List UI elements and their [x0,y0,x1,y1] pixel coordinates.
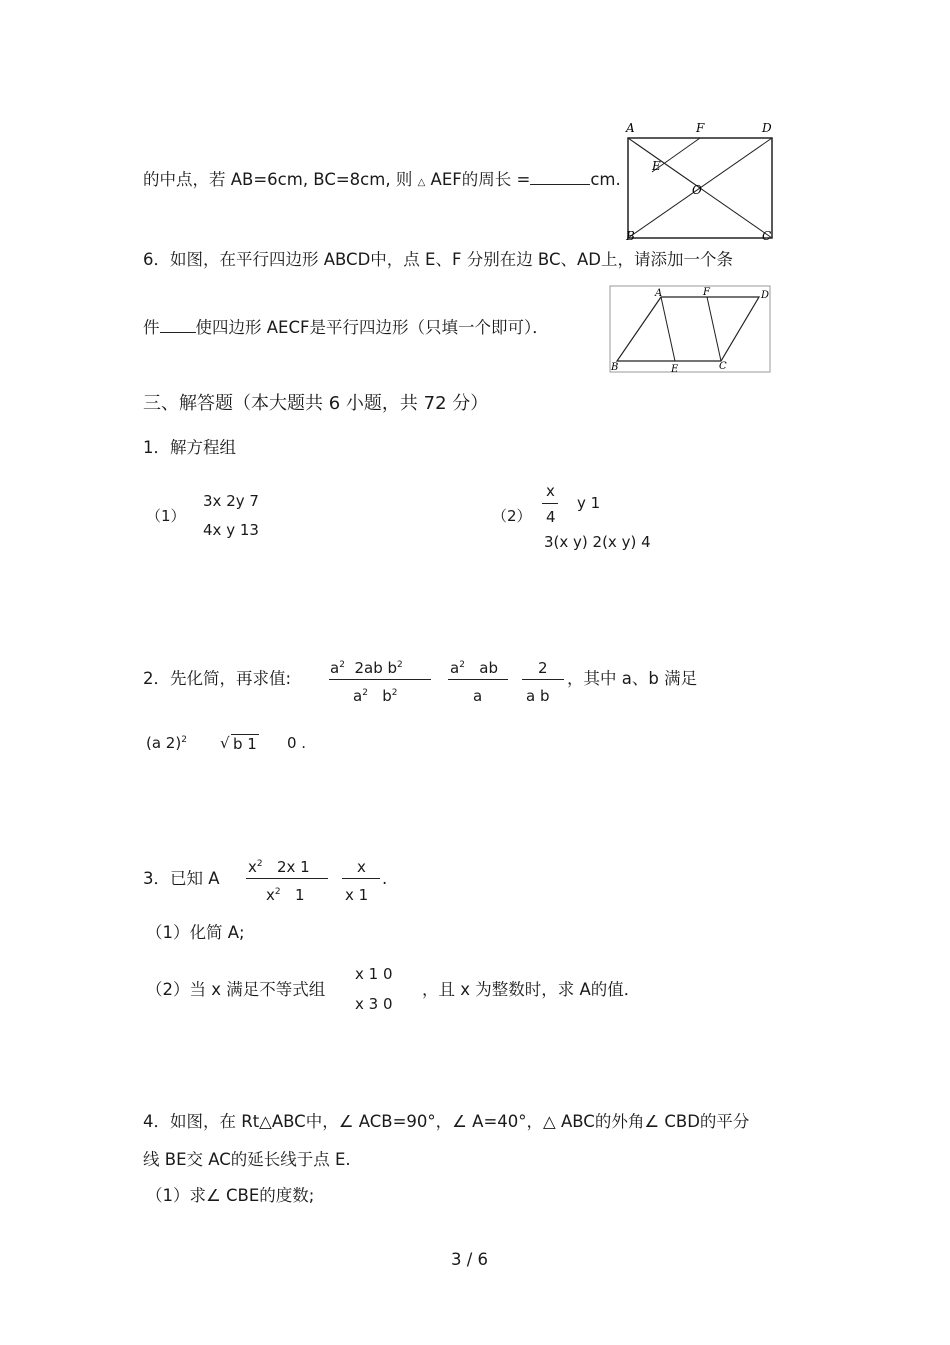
fraction-bar [522,679,564,680]
label-B: B [611,362,619,373]
p3-f2-den: x 1 [345,886,369,904]
parallelogram-figure [609,285,774,375]
q6-line2b: 使四边形 AECF是平行四边形（只填一个即可）． [195,318,549,337]
p2-cond: (a 2)$^2$ [146,734,187,752]
p1-s2-eq2: 3(x y) 2(x y) 4 [544,533,651,551]
p3-end: . [382,869,388,888]
p2-cond-end: 0 . [287,734,307,752]
label-A: A [655,288,663,299]
q6-line1: 6．如图，在平行四边形 ABCD中，点 E、F 分别在边 BC、AD上，请添加一个条 [143,250,733,269]
answer-blank [530,184,590,185]
label-O: O [692,183,702,197]
p3-ineq1: x 1 0 [355,965,393,983]
p2-tail: ，其中 a、b 满足 [567,669,698,688]
triangle-icon: △ [417,177,426,188]
label-F: F [696,121,705,135]
label-B: B [626,229,635,242]
p2-f3-den: a b [526,687,550,705]
p3-f1-den: $x^2$ 1 [266,886,305,904]
label-F: F [703,287,710,298]
p4-sub1: （1）求∠ CBE的度数; [146,1186,315,1205]
fraction-bar [246,878,328,879]
fraction-bar [542,503,558,504]
q5-unit: cm. [590,170,621,189]
answer-blank [160,332,196,333]
q5-text2: AEF的周长 = [430,170,531,189]
page-number: 3 / 6 [451,1250,489,1269]
p3-label: 3．已知 A [143,869,220,888]
p3-sub1: （1）化简 A; [146,923,245,942]
fraction-bar [329,679,431,680]
q6-line2 [143,318,549,338]
p3-sub2a: （2）当 x 满足不等式组 [146,980,326,999]
p2-cond-root: b 1 [233,735,257,753]
label-D: D [761,290,770,301]
p3-f1-num: $x^2$ 2x 1 [248,858,310,876]
p1-title: 1．解方程组 [143,438,236,457]
label-C: C [762,229,772,242]
p1-s1-eq2: 4x y 13 [203,521,259,539]
p2-f3-num: 2 [538,659,548,677]
q5-tail-text [143,170,621,193]
p3-sub2b: ，且 x 为整数时，求 A的值． [422,980,641,999]
q5-text: 的中点，若 AB=6cm, BC=8cm, 则 [143,170,413,189]
p3-f2-num: x [357,858,366,876]
section-heading: 三、解答题（本大题共 6 小题，共 72 分） [143,393,489,414]
label-E: E [671,364,679,375]
p2-f2-num: $a^2$ ab [450,659,498,677]
rectangle-figure [612,120,782,242]
sqrt-icon: √ [220,734,230,752]
p2-f1-den: $a^2$ $b^2$ [353,687,398,705]
label-A: A [626,121,635,135]
fraction-bar [448,679,508,680]
p2-label: 2．先化简，再求值: [143,669,292,688]
p1-s1-eq1: 3x 2y 7 [203,492,259,510]
label-E: E [652,159,661,173]
label-D: D [762,121,772,135]
p1-s2-rest: y 1 [577,494,601,512]
p1-s2-num: x [546,482,555,500]
label-C: C [719,361,727,372]
q6-line2a: 件 [143,318,160,337]
fraction-bar [342,878,380,879]
p2-f2-den: a [473,687,483,705]
p3-ineq2: x 3 0 [355,995,393,1013]
p1-s2-den: 4 [546,508,556,526]
p2-f1-num: $a^2$ 2ab $b^2$ [330,659,403,677]
p1-s1-label: （1） [146,507,186,525]
p1-s2-label: （2） [492,507,532,525]
p4-line2: 线 BE交 AC的延长线于点 E. [143,1150,351,1169]
p4-line1: 4．如图，在 Rt△ABC中，∠ ACB=90°，∠ A=40°，△ ABC的外角∠ CBD的平分 [143,1112,750,1131]
